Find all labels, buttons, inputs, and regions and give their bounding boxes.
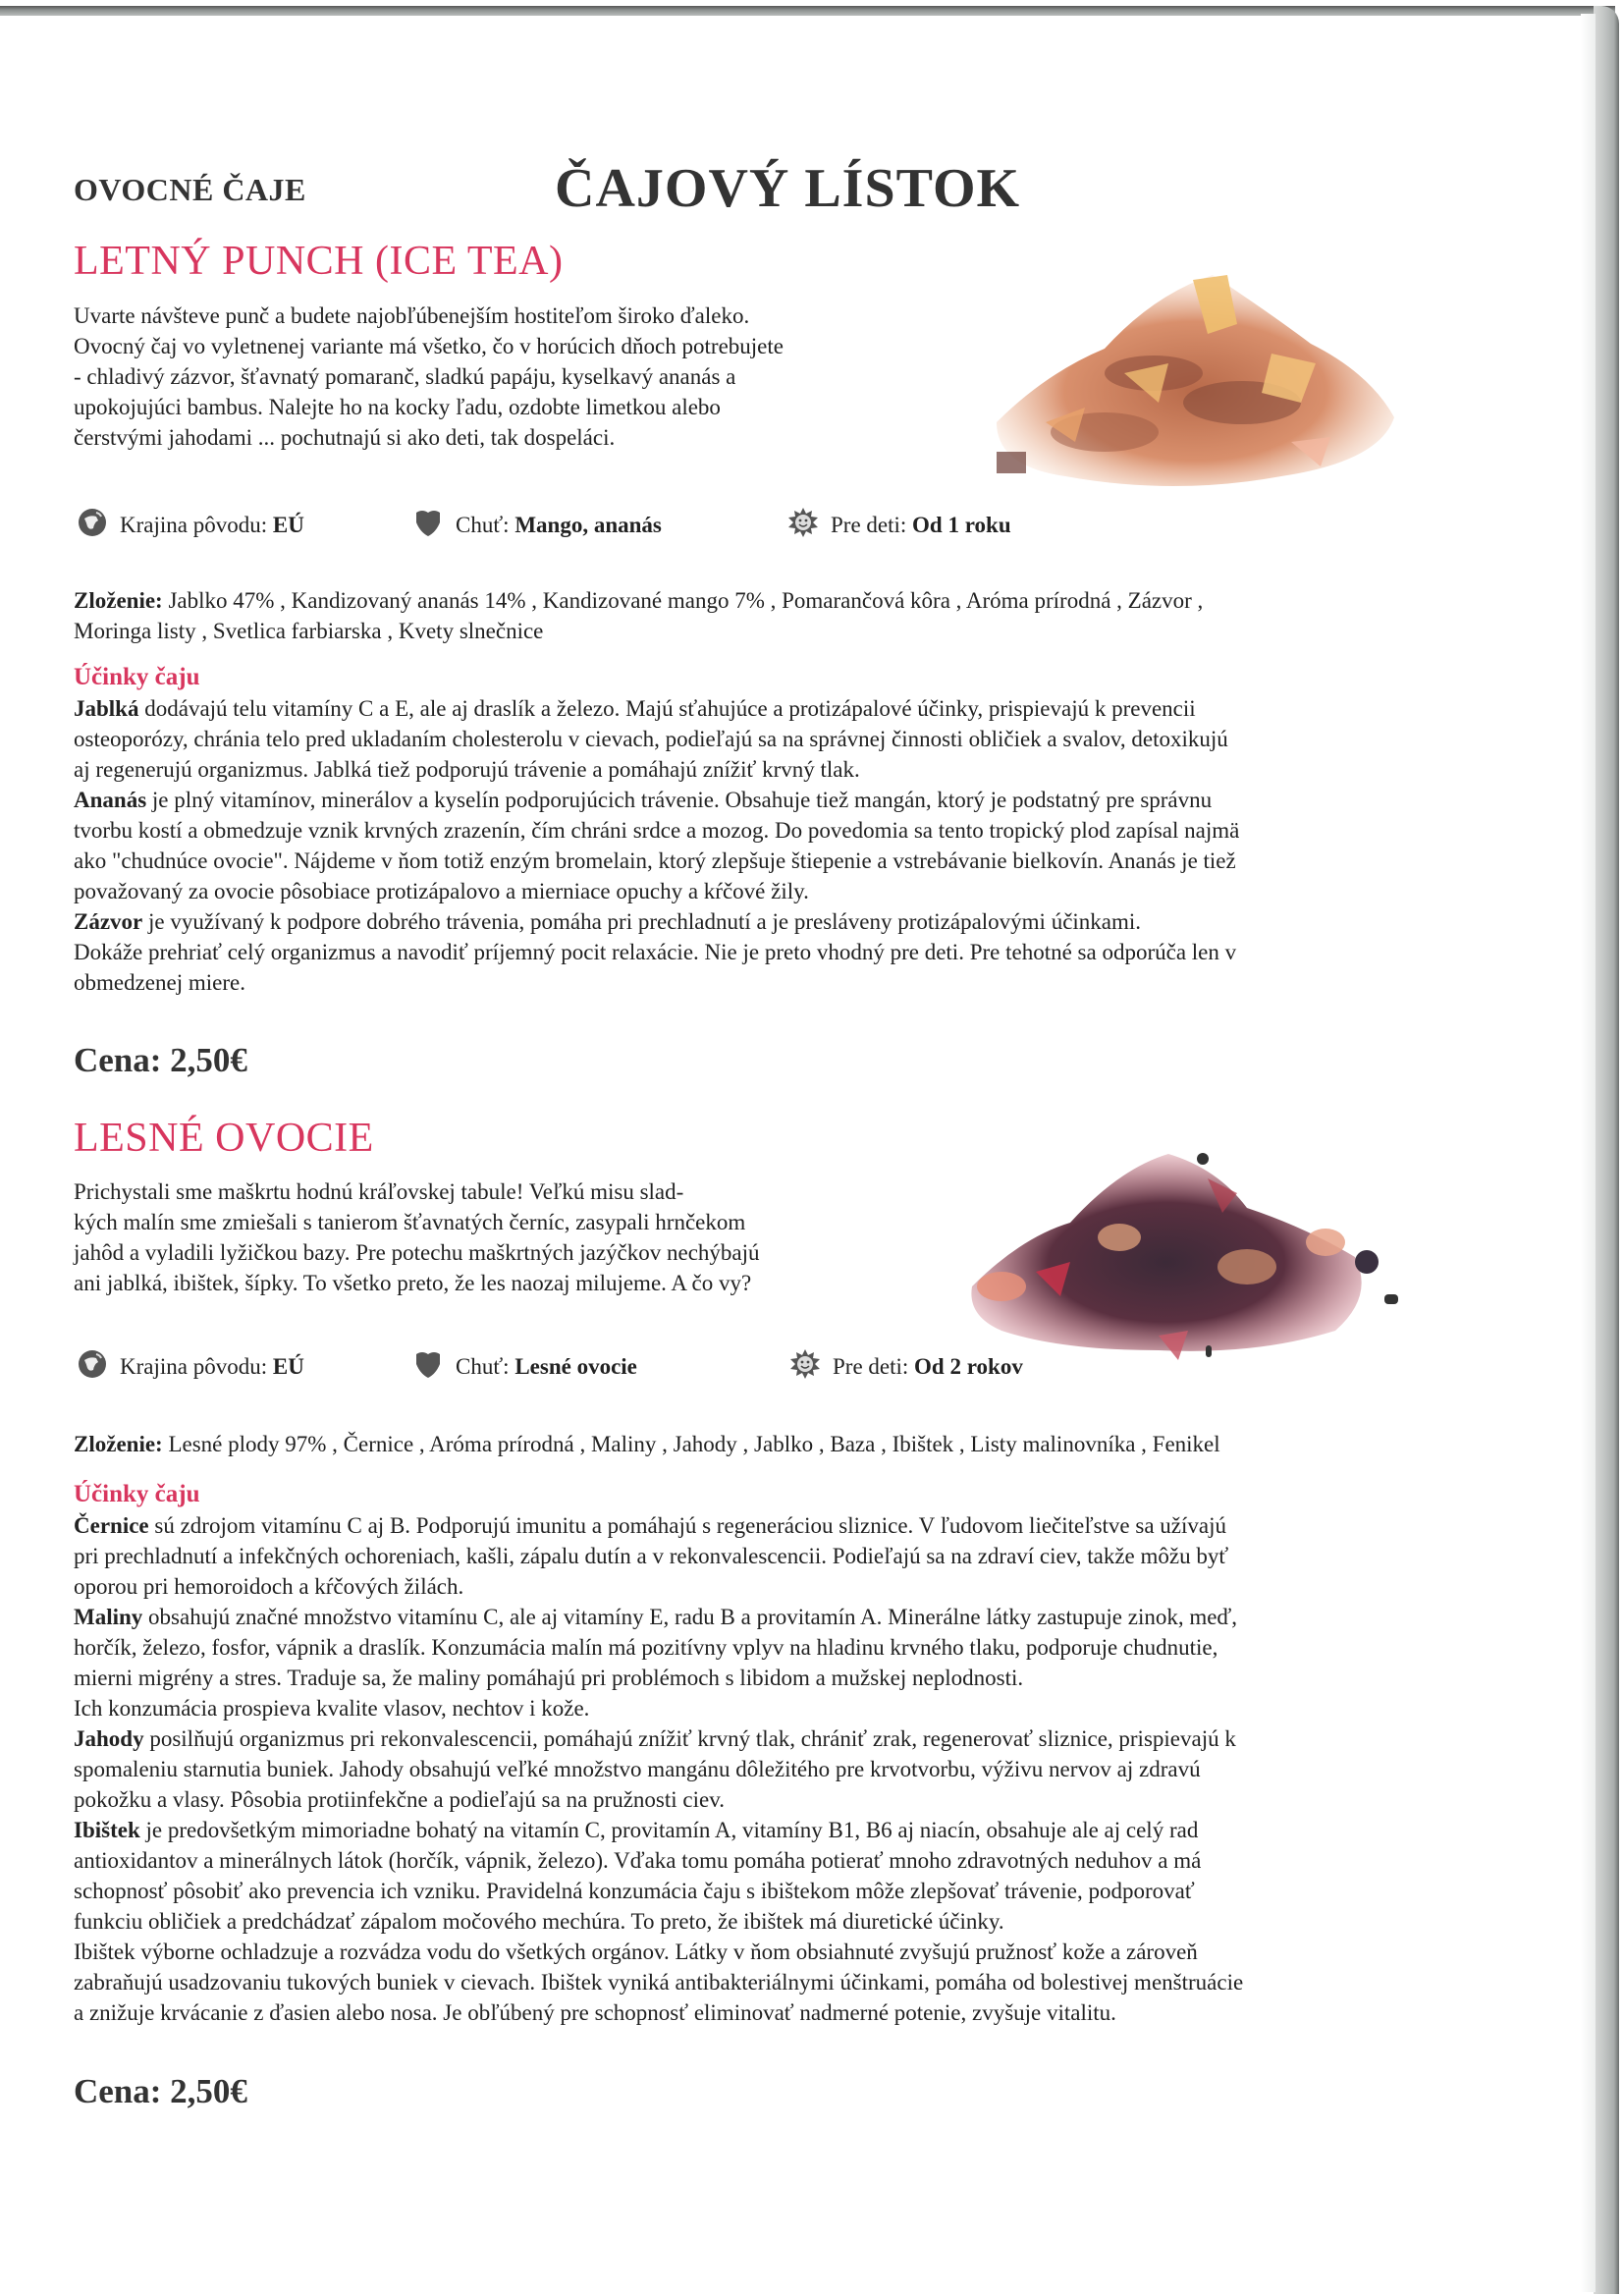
kids-info [787, 507, 1011, 538]
origin-value: EÚ [272, 1354, 304, 1379]
tea-info-row [77, 1340, 1157, 1386]
taste-label: Chuť: [456, 513, 515, 537]
heart-icon [412, 1348, 444, 1380]
effects-title: Účinky čaju [74, 1481, 200, 1507]
origin-label: Krajina pôvodu: [120, 513, 273, 537]
kids-label: Pre deti: [831, 513, 913, 537]
tea-description [74, 1176, 760, 1298]
tea-fragment [1206, 1345, 1212, 1357]
binder-frame-shadow [1581, 14, 1596, 2292]
effect-line: antioxidantov a minerálnych látok (horčík, vápnik, železo). Vďaka tomu pomáha potierať mnoho zdravotných neduhov a má [74, 1848, 1202, 1873]
effect-paragraph: Jahody posilňujú organizmus pri rekonvalescencii, pomáhajú znížiť krvný tlak, chrániť zrak, regenerovať sliznice, prispievajú k [74, 1726, 1236, 1751]
effect-line: zabraňujú usadzovaniu tukových buniek v cievach. Ibištek vyniká antibakteriálnymi účinkami, pomáha od bolestivej menštruácie [74, 1970, 1244, 1995]
description-line: čerstvými jahodami ... pochutnajú si ako deti, tak dospeláci. [74, 425, 616, 450]
globe-icon [77, 1348, 108, 1380]
effect-line: funkciu obličiek a predchádzať zápalom močového mechúra. To preto, že ibištek má diuretické účinky. [74, 1909, 1004, 1934]
effect-line: schopnosť pôsobiť ako prevencia ich vzniku. Pravidelná konzumácia čaju s ibištekom môže zlepšovať trávenie, podporovať [74, 1879, 1195, 1903]
effect-line: horčík, železo, fosfor, vápnik a draslík. Konzumácia malín má pozitívny vplyv na hladinu krvného tlaku, podporuje chudnutie, [74, 1635, 1218, 1660]
effect-paragraph: Ibištek je predovšetkým mimoriadne bohatý na vitamín C, provitamín A, vitamíny B1, B6 aj niacín, obsahuje ale aj celý rad [74, 1818, 1199, 1842]
tea-title: LESNÉ OVOCIE [74, 1116, 374, 1161]
description-line: kých malín sme zmiešali s tanierom šťavnatých černíc, zasypali hrnčekom [74, 1210, 746, 1234]
sun-face-icon [787, 507, 819, 538]
composition-line: Moringa listy , Svetlica farbiarska , Kvety slnečnice [74, 619, 544, 643]
binder-frame-right [1594, 6, 1619, 2294]
taste-value: Lesné ovocie [514, 1354, 637, 1379]
effect-line: považovaný za ovocie pôsobiace protizápalovo a mierniace opuchy a kŕčové žily. [74, 879, 809, 903]
description-line: Prichystali sme maškrtu hodnú kráľovskej tabule! Veľkú misu slad- [74, 1179, 684, 1204]
composition-label: Zloženie: [74, 588, 163, 613]
price: Cena: 2,50€ [74, 2072, 247, 2110]
heart-icon [412, 507, 444, 538]
effect-line: Ich konzumácia prospieva kvalite vlasov, nechtov i kože. [74, 1696, 590, 1721]
taste-value: Mango, ananás [514, 513, 662, 537]
effect-line: Dokáže prehriať celý organizmus a navodiť príjemný pocit relaxácie. Nie je preto vhodný pre deti. Pre tehotné sa odporúča len v [74, 940, 1237, 964]
category-title: OVOCNÉ ČAJE [74, 172, 306, 207]
tea-image-berry-mix [943, 1139, 1394, 1375]
description-line: Ovocný čaj vo vyletnenej variante má všetko, čo v horúcich dňoch potrebujete [74, 334, 784, 358]
effect-line: oporou pri hemoroidoch a kŕčových žilách. [74, 1574, 464, 1599]
description-line: upokojujúci bambus. Nalejte ho na kocky ľadu, ozdobte limetkou alebo [74, 395, 721, 419]
origin-info [77, 507, 304, 538]
origin-info [77, 1348, 304, 1380]
effect-term: Jahody [74, 1726, 144, 1751]
effect-line: Ibištek výborne ochladzuje a rozvádza vodu do všetkých orgánov. Látky v ňom obsiahnuté zvyšujú pružnosť kože a zároveň [74, 1940, 1198, 1964]
description-line: jahôd a vyladili lyžičkou bazy. Pre potechu maškrtných jazýčkov nechýbajú [74, 1240, 760, 1265]
effect-paragraph: Černice sú zdrojom vitamínu C aj B. Podporujú imunitu a pomáhajú s regeneráciou sliznice. V ľudovom liečiteľstve sa užívajú [74, 1513, 1226, 1538]
kids-label: Pre deti: [833, 1354, 915, 1379]
composition-label: Zloženie: [74, 1432, 163, 1456]
composition-line: Jablko 47% , Kandizovaný ananás 14% , Kandizované mango 7% , Pomarančová kôra , Aróma prírodná , Zázvor , [162, 588, 1204, 613]
effect-term: Zázvor [74, 909, 143, 934]
price: Cena: 2,50€ [74, 1041, 247, 1079]
composition-line: Lesné plody 97% , Černice , Aróma prírodná , Maliny , Jahody , Jablko , Baza , Ibištek , Listy malinovníka , Fenikel [162, 1432, 1220, 1456]
effect-line: tvorbu kostí a obmedzuje vznik krvných zrazenín, čím chráni srdce a mozog. Do povedomia sa tento tropický plod zapísal najmä [74, 818, 1240, 843]
tea-description [74, 301, 784, 453]
effect-line: aj regenerujú organizmus. Jablká tiež podporujú trávenie a pomáhajú znížiť krvný tlak. [74, 757, 860, 782]
tea-image-orange-mix [957, 255, 1419, 501]
description-line: ani jablká, ibištek, šípky. To všetko preto, že les naozaj milujeme. A čo vy? [74, 1271, 752, 1295]
effect-term: Ananás [74, 788, 147, 812]
taste-info [412, 1348, 637, 1380]
effect-line: ako "chudnúce ovocie". Nájdeme v ňom totiž enzým bromelain, ktorý zlepšuje štiepenie a vstrebávanie bielkovín. Ananás je tiež [74, 848, 1236, 873]
kids-value: Od 1 roku [912, 513, 1011, 537]
effect-paragraph: Jablká dodávajú telu vitamíny C a E, ale aj draslík a železo. Majú sťahujúce a protizápalové účinky, prispievajú k prevencii [74, 696, 1196, 721]
tea-fragment [1384, 1294, 1398, 1304]
effect-term: Maliny [74, 1605, 143, 1629]
effect-paragraph: Ananás je plný vitamínov, minerálov a kyselín podporujúcich trávenie. Obsahuje tiež mangán, ktorý je podstatný pre správnu [74, 788, 1213, 812]
globe-icon [77, 507, 108, 538]
effects-list [74, 1510, 1507, 2028]
effect-line: a znižuje krvácanie z ďasien alebo nosa. Je obľúbený pre schopnosť eliminovať nadmerné potenie, zvyšuje vitalitu. [74, 2000, 1116, 2025]
effect-line: pokožku a vlasy. Pôsobia protiinfekčne a podieľajú sa na pružnosti ciev. [74, 1787, 725, 1812]
composition [74, 1429, 1497, 1459]
description-line: - chladivý zázvor, šťavnatý pomaranč, sladkú papáju, kyselkavý ananás a [74, 364, 736, 389]
composition [74, 585, 1497, 646]
effect-line: osteoporózy, chránia telo pred ukladaním cholesterolu v cievach, podieľajú sa na správnej činnosti obličiek a svalov, detoxikujú [74, 727, 1228, 751]
origin-value: EÚ [272, 513, 304, 537]
effects-list [74, 693, 1507, 998]
taste-info [412, 507, 662, 538]
kids-value: Od 2 rokov [914, 1354, 1023, 1379]
origin-label: Krajina pôvodu: [120, 1354, 273, 1379]
tea-title: LETNÝ PUNCH (ICE TEA) [74, 239, 564, 284]
effect-line: mierni migrény a stres. Traduje sa, že maliny pomáhajú pri problémoch s libidom a mužskej neplodnosti. [74, 1666, 1024, 1690]
effect-term: Černice [74, 1513, 149, 1538]
tea-info-row [77, 499, 1157, 544]
effect-paragraph: Maliny obsahujú značné množstvo vitamínu C, ale aj vitamíny E, radu B a provitamín A. Minerálne látky zastupuje zinok, meď, [74, 1605, 1238, 1629]
effect-term: Jablká [74, 696, 139, 721]
sun-face-icon [789, 1348, 821, 1380]
effect-line: pri prechladnutí a infekčných ochoreniach, kašli, zápalu dutín a v rekonvalescencii. Podieľajú sa na zdraví ciev, takže môžu byť [74, 1544, 1229, 1568]
effect-term: Ibištek [74, 1818, 140, 1842]
effect-paragraph: Zázvor je využívaný k podpore dobrého trávenia, pomáha pri prechladnutí a je presláveny protizápalovými účinkami. [74, 909, 1142, 934]
kids-info [789, 1348, 1023, 1380]
effect-line: spomaleniu starnutia buniek. Jahody obsahujú veľké množstvo mangánu dôležitého pre krvotvorbu, výživu nervov aj zdravú [74, 1757, 1201, 1781]
effects-title: Účinky čaju [74, 664, 200, 690]
description-line: Uvarte návšteve punč a budete najobľúbenejším hostiteľom široko ďaleko. [74, 303, 750, 328]
page-title: ČAJOVÝ LÍSTOK [555, 158, 1021, 219]
effect-line: obmedzenej miere. [74, 970, 245, 995]
taste-label: Chuť: [456, 1354, 515, 1379]
